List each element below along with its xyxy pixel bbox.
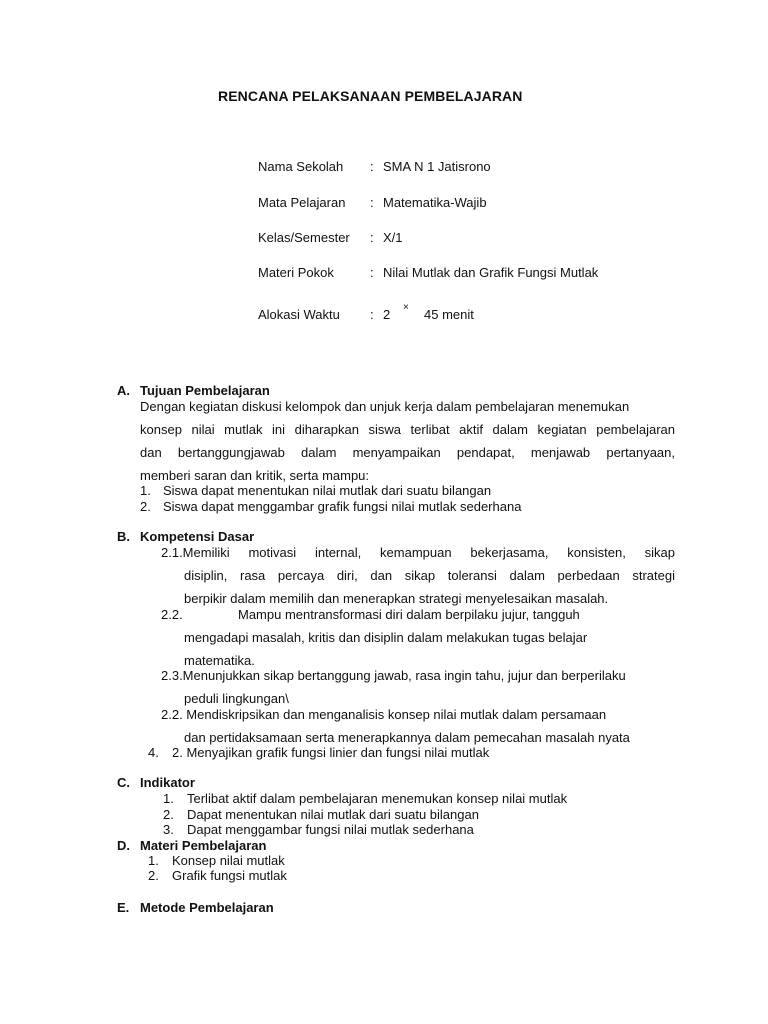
- list-number: 1.: [163, 791, 174, 806]
- section-heading: Indikator: [140, 775, 195, 790]
- label-materi-pokok: Materi Pokok: [258, 265, 334, 280]
- value-materi-pokok: Nilai Mutlak dan Grafik Fungsi Mutlak: [383, 265, 599, 280]
- paragraph-line: memberi saran dan kritik, serta mampu:: [140, 468, 370, 483]
- paragraph-line: dan bertanggungjawab dalam menyampaikan pendapat, menjawab pertanyaan,: [140, 445, 675, 460]
- label-alokasi-waktu: Alokasi Waktu: [258, 307, 340, 322]
- list-number: 1.: [140, 483, 151, 498]
- list-item: Dapat menentukan nilai mutlak dari suatu bilangan: [187, 807, 479, 822]
- value-nama-sekolah: SMA N 1 Jatisrono: [383, 159, 491, 174]
- value-alokasi-menit: 45 menit: [424, 307, 474, 322]
- kd-line: berpikir dalam memilih dan menerapkan strategi menyelesaikan masalah.: [184, 591, 609, 606]
- label-kelas-semester: Kelas/Semester: [258, 230, 350, 245]
- list-item: Siswa dapat menggambar grafik fungsi nilai mutlak sederhana: [163, 499, 522, 514]
- kd-line: dan pertidaksamaan serta menerapkannya dalam pemecahan masalah nyata: [184, 730, 630, 745]
- kd-line: disiplin, rasa percaya diri, dan sikap toleransi dalam perbedaan strategi: [184, 568, 675, 583]
- value-kelas-semester: X/1: [383, 230, 403, 245]
- section-heading: Tujuan Pembelajaran: [140, 383, 270, 398]
- kd-line: Mampu mentransformasi diri dalam berpilaku jujur, tangguh: [238, 607, 580, 622]
- value-alokasi-jam: 2: [383, 307, 391, 322]
- kd-line: 2.1.Memiliki motivasi internal, kemampuan bekerjasama, konsisten, sikap: [161, 545, 675, 560]
- list-item: Grafik fungsi mutlak: [172, 868, 287, 883]
- colon: :: [370, 159, 374, 174]
- kd-number: 2.2.: [161, 607, 183, 622]
- section-letter: C.: [117, 775, 130, 790]
- paragraph-line: Dengan kegiatan diskusi kelompok dan unjuk kerja dalam pembelajaran menemukan: [140, 399, 630, 414]
- value-mata-pelajaran: Matematika-Wajib: [383, 195, 487, 210]
- list-item: Terlibat aktif dalam pembelajaran menemukan konsep nilai mutlak: [187, 791, 568, 806]
- list-item: Siswa dapat menentukan nilai mutlak dari suatu bilangan: [163, 483, 492, 498]
- list-item: Konsep nilai mutlak: [172, 853, 285, 868]
- list-item: Dapat menggambar fungsi nilai mutlak sederhana: [187, 822, 474, 837]
- section-heading: Kompetensi Dasar: [140, 529, 255, 544]
- kd-number: 4.: [148, 745, 159, 760]
- section-letter: D.: [117, 838, 130, 853]
- kd-line: mengadapi masalah, kritis dan disiplin dalam melakukan tugas belajar: [184, 630, 588, 645]
- list-number: 2.: [148, 868, 159, 883]
- list-number: 3.: [163, 822, 174, 837]
- colon: :: [370, 230, 374, 245]
- document-title: RENCANA PELAKSANAAN PEMBELAJARAN: [218, 88, 523, 104]
- times-symbol: ×: [403, 302, 409, 313]
- section-letter: B.: [117, 529, 130, 544]
- colon: :: [370, 307, 374, 322]
- section-letter: A.: [117, 383, 130, 398]
- section-heading: Materi Pembelajaran: [140, 838, 267, 853]
- label-nama-sekolah: Nama Sekolah: [258, 159, 344, 174]
- list-number: 2.: [163, 807, 174, 822]
- colon: :: [370, 195, 374, 210]
- colon: :: [370, 265, 374, 280]
- paragraph-line: konsep nilai mutlak ini diharapkan siswa terlibat aktif dalam kegiatan pembelajaran: [140, 422, 675, 437]
- list-number: 2.: [140, 499, 151, 514]
- section-letter: E.: [117, 900, 130, 915]
- kd-line: 2.2. Mendiskripsikan dan menganalisis konsep nilai mutlak dalam persamaan: [161, 707, 607, 722]
- kd-line: 2.3.Menunjukkan sikap bertanggung jawab, rasa ingin tahu, jujur dan berperilaku: [161, 668, 626, 683]
- kd-line: 2. Menyajikan grafik fungsi linier dan fungsi nilai mutlak: [172, 745, 490, 760]
- label-mata-pelajaran: Mata Pelajaran: [258, 195, 346, 210]
- list-number: 1.: [148, 853, 159, 868]
- section-heading: Metode Pembelajaran: [140, 900, 274, 915]
- kd-line: peduli lingkungan\: [184, 691, 289, 706]
- kd-line: matematika.: [184, 653, 255, 668]
